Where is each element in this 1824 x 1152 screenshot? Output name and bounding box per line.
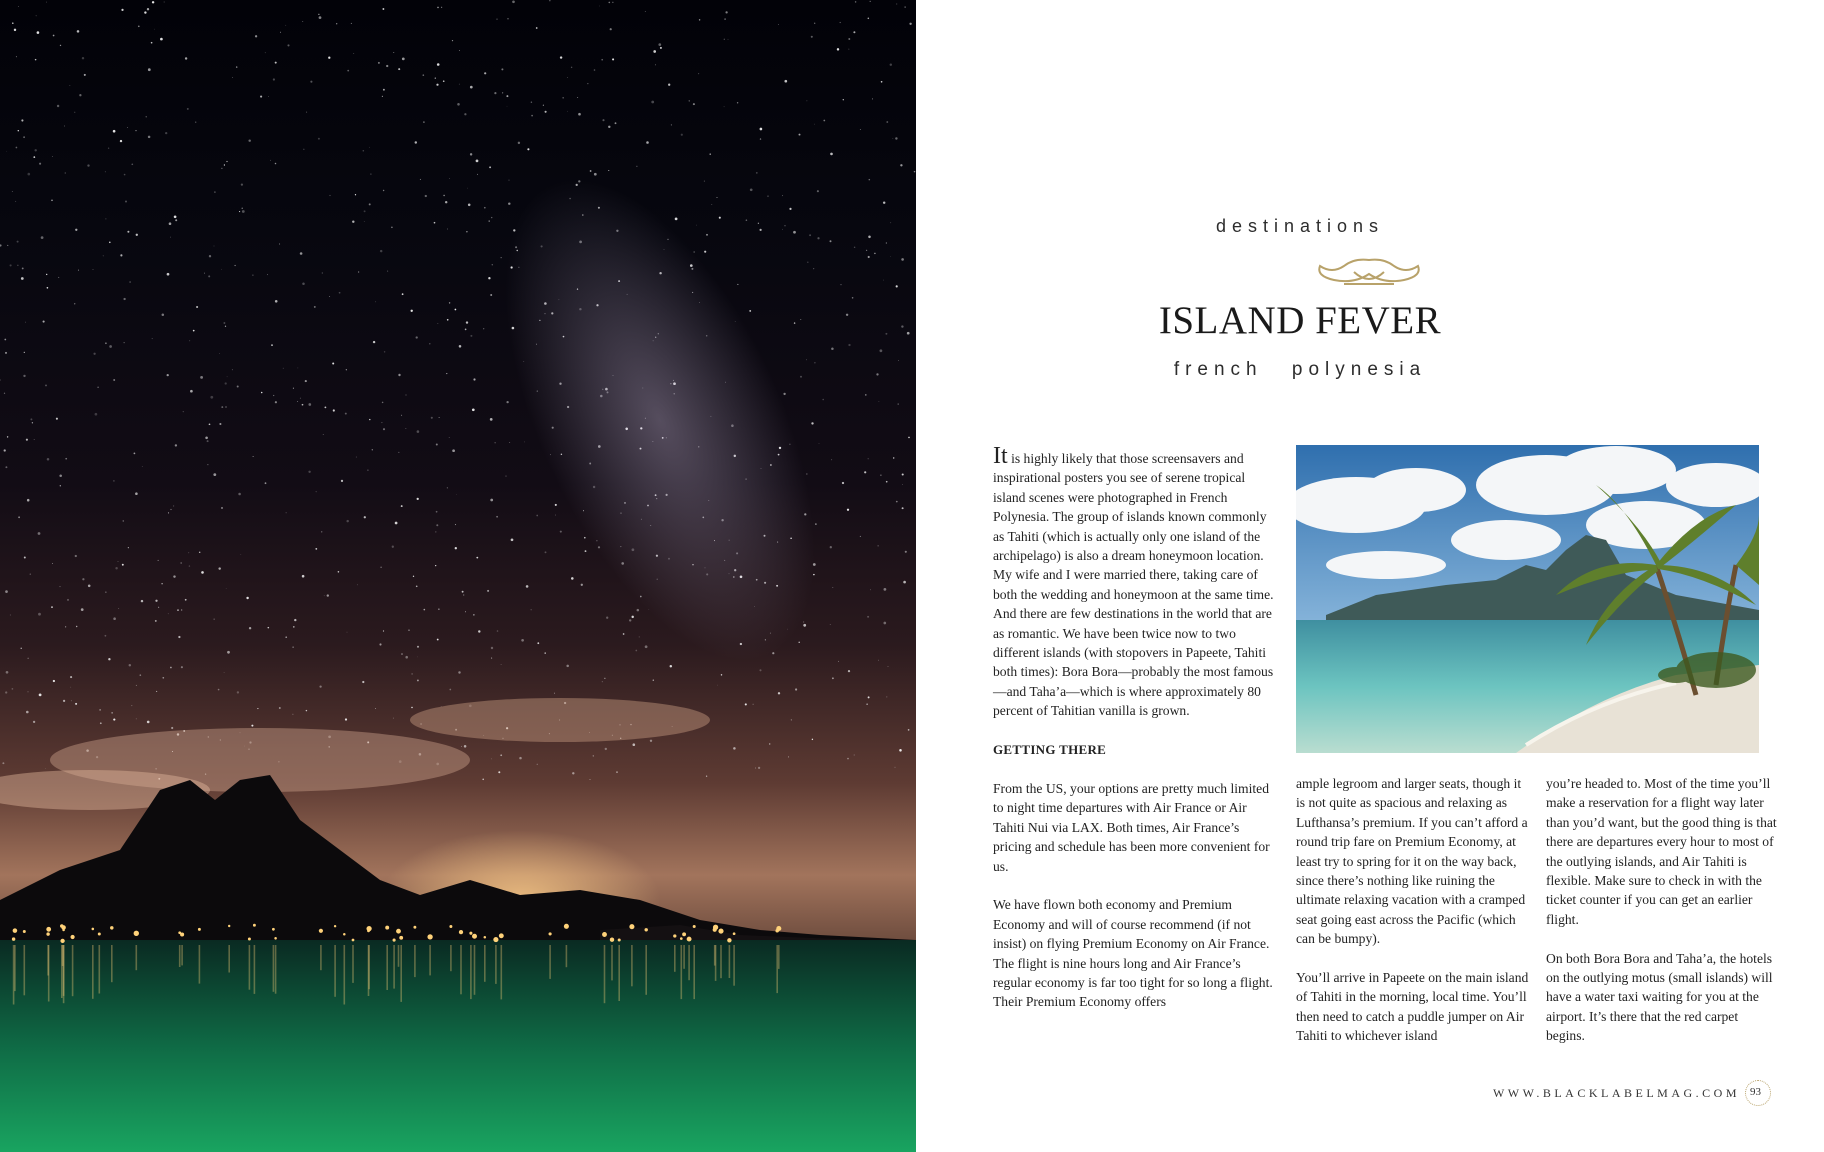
drop-cap: It xyxy=(993,443,1008,469)
paragraph: We have flown both economy and Premium Economy and will of course recommend (if not insist) on flying Premium Economy on Air France. The flight is nine hours long and Air France’s regular economy is far too tight for so long a flight. Their Premium Economy offers xyxy=(993,897,1273,1010)
section-label: destinations xyxy=(1215,216,1385,236)
intro-text: is highly likely that those screensavers and inspirational posters you see of serene tropical island scenes were photographed in French Polynesia. The group of islands known commonly as Tahiti (which is actually only one island of the archipelago) is also a dream honeymoon location. My wife and I were married there, taking care of both the wedding and honeymoon at the same time. xyxy=(993,451,1274,602)
paragraph: you’re headed to. Most of the time you’ll make a reservation for a flight way later than you’d want, but the good thing is that there are departures every hour to most of the outlying islands, and Air Tahiti is flexible. Make sure to check in with the ticket counter if you can get an earlier flight. xyxy=(1546,776,1777,927)
page-number: 93 xyxy=(1750,1086,1761,1098)
paragraph: You’ll arrive in Papeete on the main island of Tahiti in the morning, local time. You’ll then need to catch a puddle jumper on Air Tahiti to whichever island xyxy=(1296,970,1529,1044)
article-subtitle: french polynesia xyxy=(1173,359,1427,380)
text-column-1 xyxy=(993,444,1278,1031)
text-column-3 xyxy=(1546,774,1778,1065)
footer-url: WWW.BLACKLABELMAG.COM xyxy=(1492,1086,1740,1100)
paragraph: On both Bora Bora and Taha’a, the hotels on the outlying motus (small islands) will have a water taxi waiting for you at the airport. It’s there that the red carpet begins. xyxy=(1546,950,1773,1044)
paragraph: ample legroom and larger seats, though it is not quite as spacious and relaxing as Lufthansa’s premium. If you can’t afford a round trip fare on Premium Economy, at least try to spring for it on the way back, since there’s nothing like ruining the ultimate relaxing vacation with a cramped seat going east across the Pacific (which can be bumpy). xyxy=(1296,776,1528,947)
article-title: ISLAND FEVER xyxy=(1158,299,1442,342)
text-column-2 xyxy=(1296,774,1530,1065)
intro-paragraph xyxy=(993,444,1278,604)
paragraph: And there are few destinations in the world that are as romantic. We have been twice now to two different islands (with stopovers in Papeete, Tahiti both times): Bora Bora—probably the most famous—and Taha’a—which is where approximately 80 percent of Tahitian vanilla is grown. xyxy=(993,606,1274,719)
paragraph: From the US, your options are pretty much limited to night time departures with Air France or Air Tahiti Nui via LAX. Both times, Air France’s pricing and schedule has been more convenient for us. xyxy=(993,780,1270,874)
ornament-icon xyxy=(1314,256,1424,290)
beach-photo xyxy=(1296,445,1759,753)
beach-illustration xyxy=(1296,445,1759,753)
section-heading: GETTING THERE xyxy=(993,742,1107,758)
